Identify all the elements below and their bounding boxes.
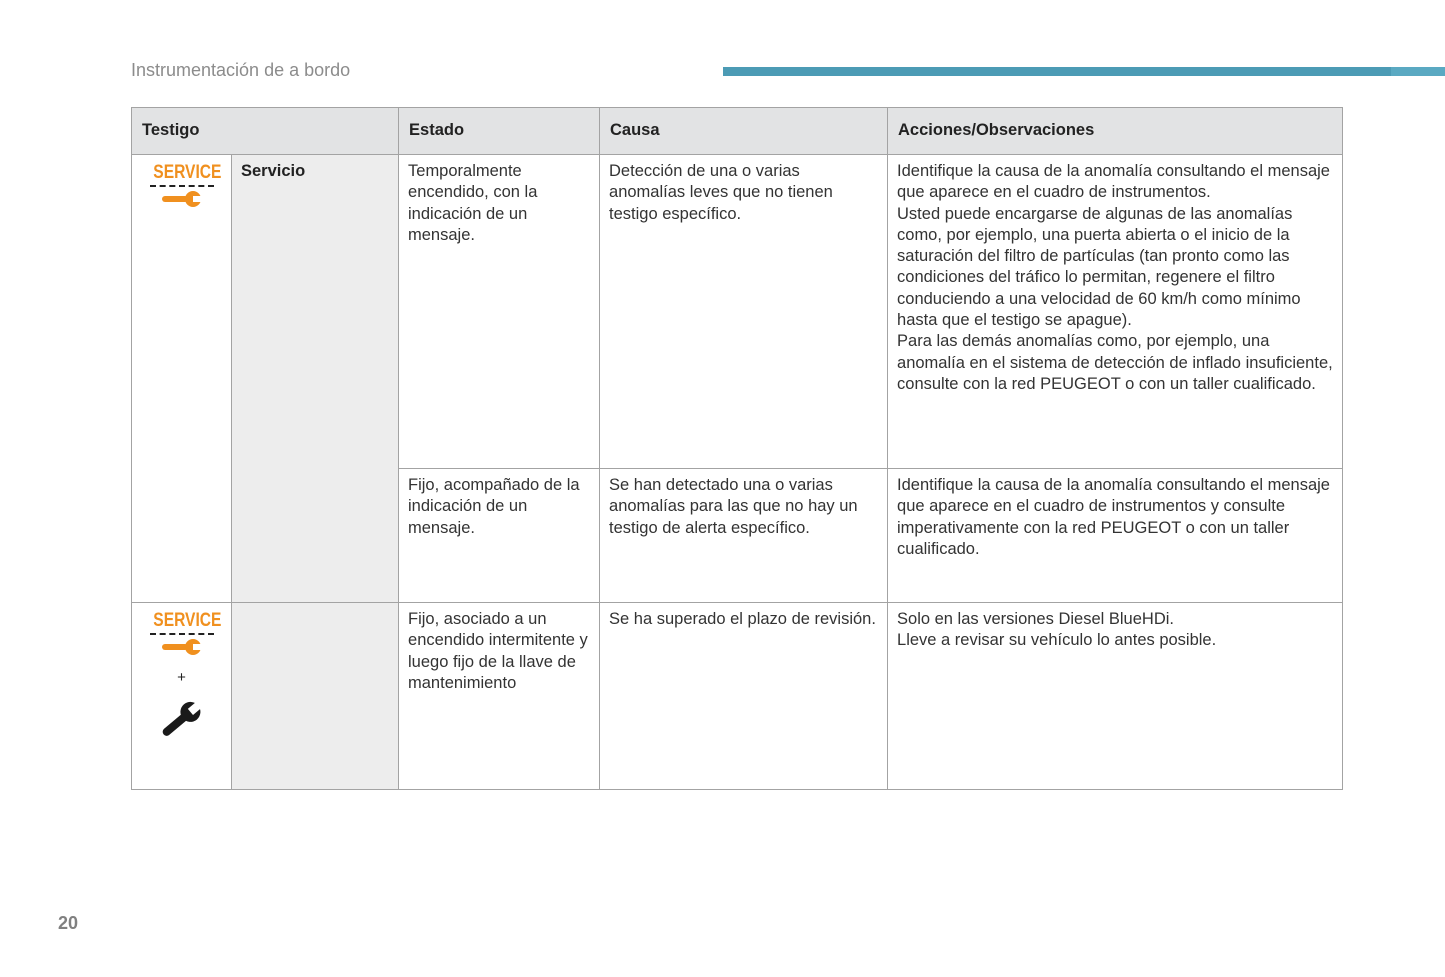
estado-cell: Temporalmente encendido, con la indicación de un mensaje. <box>399 155 600 469</box>
table-row <box>132 603 1343 790</box>
header-accent-bar <box>723 67 1445 76</box>
plus-sign: + <box>177 669 186 687</box>
estado-cell: Fijo, acompañado de la indicación de un mensaje. <box>399 469 600 603</box>
acciones-line: Identifique la causa de la anomalía consultando el mensaje que aparece en el cuadro de instrumentos. <box>897 162 1330 202</box>
causa-cell: Detección de una o varias anomalías leves que no tienen testigo específico. <box>600 155 888 469</box>
acciones-line: Solo en las versiones Diesel BlueHDi. <box>897 610 1174 628</box>
acciones-line: Usted puede encargarse de algunas de las anomalías como, por ejemplo, una puerta abierta o el inicio de la saturación del filtro de partículas (tan pronto como las condiciones del tráfico lo permitan, regenere el filtro conduciendo a una velocidad de 60 km/h como mínimo hasta que el testigo se apague). <box>897 204 1301 330</box>
icon-cell-service-maintenance <box>132 603 232 790</box>
header-accent-tip <box>1391 67 1445 76</box>
service-warning-icon <box>147 610 221 747</box>
icon-cell-service <box>132 155 232 603</box>
acciones-line: Lleve a revisar su vehículo lo antes posible. <box>897 631 1217 650</box>
table-row <box>132 155 1343 469</box>
column-header-acciones: Acciones/Observaciones <box>888 108 1343 155</box>
causa-cell: Se ha superado el plazo de revisión. <box>600 603 888 790</box>
warning-name-empty <box>232 603 399 790</box>
warning-lights-table <box>131 107 1343 790</box>
maintenance-wrench-icon <box>159 698 205 740</box>
page-number: 20 <box>58 913 79 933</box>
warning-name-servicio: Servicio <box>232 155 399 603</box>
service-label: SERVICE <box>152 610 221 631</box>
acciones-cell <box>888 155 1343 469</box>
acciones-line: Identifique la causa de la anomalía consultando el mensaje que aparece en el cuadro de instrumentos y consulte imperativamente con la red PEUGEOT o con un taller cualificado. <box>897 476 1330 558</box>
section-title: Instrumentación de a bordo <box>131 60 351 80</box>
column-header-estado: Estado <box>399 108 600 155</box>
service-label: SERVICE <box>152 162 221 183</box>
column-header-causa: Causa <box>600 108 888 155</box>
column-header-testigo: Testigo <box>132 108 399 155</box>
wrench-icon <box>160 190 204 208</box>
acciones-cell <box>888 603 1343 790</box>
service-dashed-line <box>150 185 214 187</box>
causa-cell: Se han detectado una o varias anomalías para las que no hay un testigo de alerta específico. <box>600 469 888 603</box>
wrench-icon <box>160 638 204 656</box>
service-dashed-line <box>150 633 214 635</box>
acciones-cell <box>888 469 1343 603</box>
acciones-line: Para las demás anomalías como, por ejemplo, una anomalía en el sistema de detección de inflado insuficiente, consulte con la red PEUGEOT o con un taller cualificado. <box>897 332 1333 393</box>
service-warning-icon <box>147 162 221 214</box>
table-header-row <box>132 108 1343 155</box>
estado-cell: Fijo, asociado a un encendido intermitente y luego fijo de la llave de mantenimiento <box>399 603 600 790</box>
